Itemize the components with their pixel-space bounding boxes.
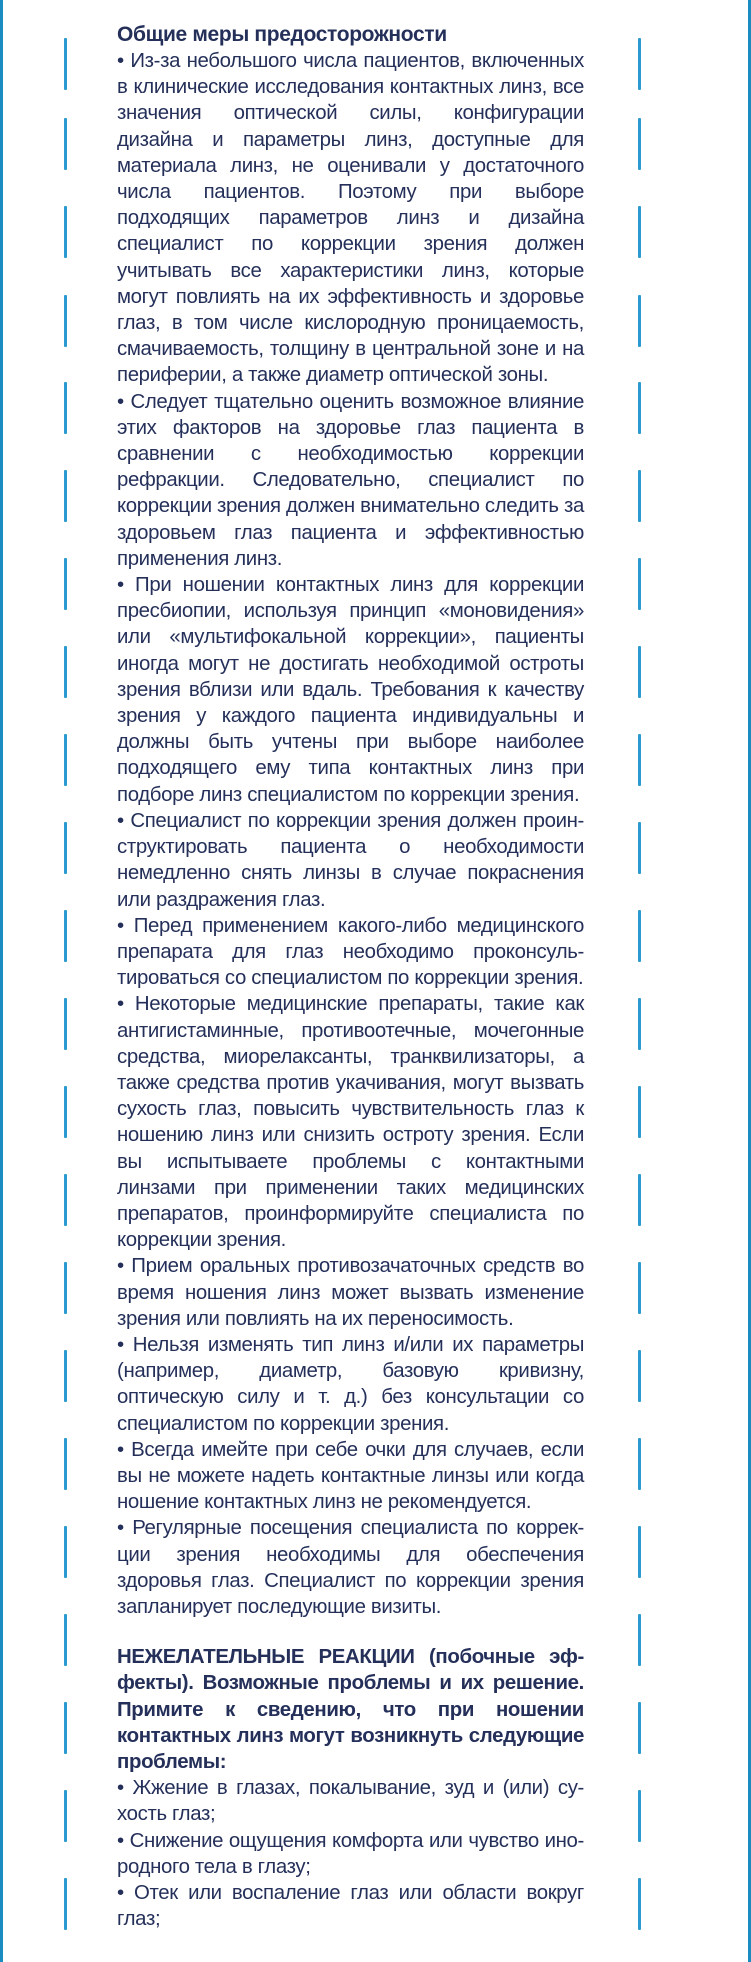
margin-tick [638, 646, 641, 698]
margin-tick [64, 38, 67, 90]
margin-tick [64, 1790, 67, 1842]
margin-tick [638, 1526, 641, 1578]
margin-tick [638, 910, 641, 962]
precaution-item: • Всегда имейте при себе очки для случаев, если вы не можете надеть контактные линзы или когда ношение контактных линз не рекомендуется. [117, 1438, 584, 1514]
precaution-item: • При ношении контактных линз для коррекции пресбиопии, используя принцип «моновидения» или «мультифокальной коррекции», пациенты иногда могут не достигать необходимой остроты зрения вблизи или вдаль. Требования к качеству зрения у каждого пациента индивидуальны и должны быть учтены при выборе наиболее подходящего ему типа контактных линз при подборе линз специалистом по коррекции зрения. [117, 574, 584, 806]
document-body [117, 22, 584, 1932]
margin-tick [64, 1174, 67, 1226]
section-heading-precautions: Общие меры предосторожности [117, 23, 447, 46]
section-heading-adverse-reactions: НЕЖЕЛАТЕЛЬНЫЕ РЕАКЦИИ (побочные эф-фекты). Возможные проблемы и их решение. Примите к сведению, что при ношении контактных линз могут возникнуть следующие проблемы: [117, 1646, 584, 1773]
margin-tick [638, 1086, 641, 1138]
margin-tick [638, 38, 641, 90]
margin-tick [64, 382, 67, 434]
margin-tick [638, 470, 641, 522]
margin-tick [638, 1174, 641, 1226]
margin-tick [64, 1350, 67, 1402]
margin-tick [638, 1438, 641, 1490]
margin-tick [64, 558, 67, 610]
margin-tick [64, 206, 67, 258]
precaution-item: • Прием оральных противозачаточных средств во время ношения линз может вызвать изменение зрения или повлиять на их переносимость. [117, 1255, 584, 1330]
margin-tick [64, 734, 67, 786]
margin-tick [64, 1878, 67, 1930]
margin-tick [638, 1350, 641, 1402]
margin-tick [64, 118, 67, 170]
margin-tick [64, 1086, 67, 1138]
margin-tick [64, 910, 67, 962]
margin-tick [638, 1790, 641, 1842]
margin-tick [64, 646, 67, 698]
adverse-reaction-item: • Отек или воспаление глаз или области вокруг глаз; [117, 1882, 584, 1931]
margin-tick [64, 1614, 67, 1666]
adverse-reaction-item: • Жжение в глазах, покалывание, зуд и (или) су-хость глаз; [117, 1777, 584, 1826]
precaution-item: • Из-за небольшого числа пациентов, включенных в клинические исследования контактных линз, все значения оптической силы, конфигурации дизайна и параметры линз, доступные для материала линз, не оценивали у достаточного числа пациентов. Поэтому при выборе подходящих параметров линз и дизайна специалист по коррекции зрения должен учитывать все характеристики линз, которые могут повлиять на их эффективность и здоровье глаз, в том числе кислородную проницаемость, смачиваемость, толщину в центральной зоне и на периферии, а также диаметр оптической зоны. [117, 50, 584, 387]
margin-tick [638, 295, 641, 347]
margin-tick [638, 1614, 641, 1666]
margin-tick [64, 295, 67, 347]
margin-tick [64, 822, 67, 874]
precaution-item: • Специалист по коррекции зрения должен проин-структировать пациента о необходимости немедленно снять линзы в случае покраснения или раздражения глаз. [117, 809, 584, 911]
margin-tick [638, 998, 641, 1050]
margin-tick [64, 1262, 67, 1314]
margin-tick [64, 1526, 67, 1578]
margin-tick [64, 1438, 67, 1490]
margin-tick [638, 118, 641, 170]
margin-tick [638, 206, 641, 258]
margin-tick [64, 470, 67, 522]
adverse-reaction-item: • Снижение ощущения комфорта или чувство ино-родного тела в глазу; [117, 1829, 584, 1878]
precaution-item: • Некоторые медицинские препараты, такие как антигистаминные, противоотечные, мочегонные средства, миорелаксанты, транквилизаторы, а также средства против укачивания, могут вызвать сухость глаз, повысить чувствительность глаз к ношению линз или снизить остроту зрения. Если вы испытываете проблемы с контактными линзами при применении таких медицинских препаратов, проинформируйте специалиста по коррекции зрения. [117, 993, 584, 1252]
margin-tick [64, 1702, 67, 1754]
margin-tick [638, 382, 641, 434]
margin-tick [638, 1702, 641, 1754]
margin-tick [638, 1878, 641, 1930]
margin-tick [64, 998, 67, 1050]
precaution-item: • Регулярные посещения специалиста по коррек-ции зрения необходимы для обеспечения здоровья глаз. Специалист по коррекции зрения запланирует последующие визиты. [117, 1517, 584, 1618]
precaution-item: • Нельзя изменять тип линз и/или их параметры (например, диаметр, базовую кривизну, оптическую силу и т. д.) без консультации со специалистом по коррекции зрения. [117, 1333, 584, 1435]
precaution-item: • Перед применением какого-либо медицинского препарата для глаз необходимо проконсуль-тироваться со специалистом по коррекции зрения. [117, 914, 584, 990]
margin-tick [638, 734, 641, 786]
margin-tick [638, 1262, 641, 1314]
margin-tick [638, 558, 641, 610]
precaution-item: • Следует тщательно оценить возможное влияние этих факторов на здоровье глаз пациента в сравнении с необходимостью коррекции рефракции. Следовательно, специалист по коррекции зрения должен внимательно следить за здоровьем глаз пациента и эффективностью применения линз. [117, 390, 584, 570]
margin-tick [638, 822, 641, 874]
section-spacer [117, 1620, 584, 1644]
